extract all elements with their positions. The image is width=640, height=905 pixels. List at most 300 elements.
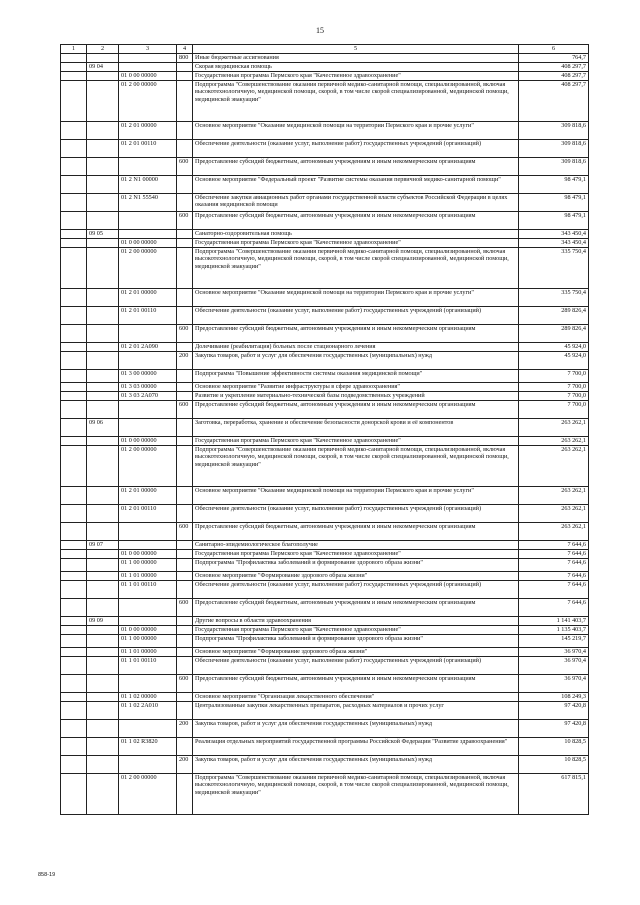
target-article-cell: 01 2 01 00000 <box>119 289 177 307</box>
item-name-cell: Государственная программа Пермского края "Качественное здравоохранение" <box>193 437 519 446</box>
target-article-cell <box>119 325 177 343</box>
section-code-cell <box>61 248 87 289</box>
amount-cell: 145 219,7 <box>519 635 589 648</box>
table-row <box>61 230 589 239</box>
target-article-cell: 01 0 00 00000 <box>119 239 177 248</box>
table-row <box>61 738 589 756</box>
item-name-cell: Обеспечение деятельности (оказание услуг, выполнение работ) государственных учреждений (организаций) <box>193 505 519 523</box>
amount-cell: 343 450,4 <box>519 239 589 248</box>
expense-type-cell <box>177 140 193 158</box>
section-code-cell <box>61 437 87 446</box>
amount-cell: 309 818,6 <box>519 140 589 158</box>
subsection-code-cell <box>87 239 119 248</box>
section-code-cell <box>61 446 87 487</box>
expense-type-cell <box>177 419 193 437</box>
amount-cell: 10 828,5 <box>519 756 589 774</box>
subsection-code-cell <box>87 72 119 81</box>
section-code-cell <box>61 72 87 81</box>
subsection-code-cell <box>87 487 119 505</box>
header-col-4: 4 <box>177 45 193 54</box>
item-name-cell: Закупка товаров, работ и услуг для обеспечения государственных (муниципальных) нужд <box>193 720 519 738</box>
table-row <box>61 289 589 307</box>
subsection-code-cell <box>87 158 119 176</box>
section-code-cell <box>61 657 87 675</box>
table-row <box>61 72 589 81</box>
table-row <box>61 325 589 343</box>
item-name-cell: Подпрограмма "Повышение эффективности системы оказания медицинской помощи" <box>193 370 519 383</box>
section-code-cell <box>61 523 87 541</box>
subsection-code-cell <box>87 343 119 352</box>
table-row <box>61 756 589 774</box>
amount-cell: 45 924,0 <box>519 343 589 352</box>
amount-cell: 7 700,0 <box>519 383 589 392</box>
header-col-1: 1 <box>61 45 87 54</box>
item-name-cell: Реализация отдельных мероприятий государственной программы Российской Федерации "Развитие здравоохранения" <box>193 738 519 756</box>
subsection-code-cell <box>87 774 119 815</box>
expense-type-cell <box>177 72 193 81</box>
item-name-cell: Санаторно-оздоровительная помощь <box>193 230 519 239</box>
amount-cell: 98 479,1 <box>519 194 589 212</box>
expense-type-cell: 600 <box>177 675 193 693</box>
amount-cell: 7 644,6 <box>519 572 589 581</box>
subsection-code-cell <box>87 325 119 343</box>
document-footer-code: 858-19 <box>38 872 56 878</box>
table-row <box>61 702 589 720</box>
subsection-code-cell <box>87 738 119 756</box>
expense-type-cell <box>177 626 193 635</box>
target-article-cell: 01 1 01 00000 <box>119 648 177 657</box>
item-name-cell: Предоставление субсидий бюджетным, автономным учреждениям и иным некоммерческим организациям <box>193 401 519 419</box>
subsection-code-cell <box>87 370 119 383</box>
target-article-cell: 01 0 00 00000 <box>119 72 177 81</box>
item-name-cell: Предоставление субсидий бюджетным, автономным учреждениям и иным некоммерческим организациям <box>193 523 519 541</box>
subsection-code-cell <box>87 523 119 541</box>
target-article-cell <box>119 541 177 550</box>
item-name-cell: Подпрограмма "Совершенствование оказания первичной медико-санитарной помощи, специализированной, включая высокотехнологичную, медицинской помощи, скорой, в том числе скорой специализированной, медицинской помощи, медицинской эвакуации" <box>193 81 519 122</box>
target-article-cell: 01 2 01 00000 <box>119 487 177 505</box>
subsection-code-cell: 09 04 <box>87 63 119 72</box>
amount-cell: 408 297,7 <box>519 81 589 122</box>
item-name-cell: Основное мероприятие "Оказание медицинской помощи на территории Пермского края и прочие услуги" <box>193 289 519 307</box>
subsection-code-cell <box>87 176 119 194</box>
subsection-code-cell: 09 09 <box>87 617 119 626</box>
amount-cell: 263 262,1 <box>519 419 589 437</box>
item-name-cell: Обеспечение деятельности (оказание услуг, выполнение работ) государственных учреждений (организаций) <box>193 307 519 325</box>
item-name-cell: Закупка товаров, работ и услуг для обеспечения государственных (муниципальных) нужд <box>193 756 519 774</box>
header-col-3: 3 <box>119 45 177 54</box>
target-article-cell: 01 3 03 00000 <box>119 383 177 392</box>
table-row <box>61 559 589 572</box>
amount-cell: 36 970,4 <box>519 657 589 675</box>
table-row <box>61 352 589 370</box>
expense-type-cell <box>177 239 193 248</box>
expense-type-cell <box>177 505 193 523</box>
amount-cell: 617 815,1 <box>519 774 589 815</box>
subsection-code-cell: 09 05 <box>87 230 119 239</box>
target-article-cell: 01 2 N1 00000 <box>119 176 177 194</box>
subsection-code-cell <box>87 122 119 140</box>
expense-type-cell: 600 <box>177 523 193 541</box>
amount-cell: 7 644,6 <box>519 550 589 559</box>
section-code-cell <box>61 505 87 523</box>
subsection-code-cell <box>87 550 119 559</box>
table-row <box>61 307 589 325</box>
target-article-cell: 01 1 02 R3820 <box>119 738 177 756</box>
table-row <box>61 419 589 437</box>
expense-type-cell <box>177 693 193 702</box>
subsection-code-cell <box>87 572 119 581</box>
section-code-cell <box>61 212 87 230</box>
item-name-cell: Подпрограмма "Совершенствование оказания первичной медико-санитарной помощи, специализированной, включая высокотехнологичную, медицинской помощи, скорой, в том числе скорой специализированной, медицинской помощи, медицинской эвакуации" <box>193 446 519 487</box>
target-article-cell <box>119 230 177 239</box>
expense-type-cell <box>177 194 193 212</box>
subsection-code-cell <box>87 505 119 523</box>
section-code-cell <box>61 419 87 437</box>
target-article-cell <box>119 523 177 541</box>
expense-type-cell <box>177 559 193 572</box>
table-row <box>61 63 589 72</box>
table-row <box>61 720 589 738</box>
section-code-cell <box>61 122 87 140</box>
amount-cell: 408 297,7 <box>519 63 589 72</box>
table-row <box>61 176 589 194</box>
section-code-cell <box>61 352 87 370</box>
amount-cell: 263 262,1 <box>519 437 589 446</box>
expense-type-cell <box>177 307 193 325</box>
table-row <box>61 194 589 212</box>
section-code-cell <box>61 140 87 158</box>
section-code-cell <box>61 572 87 581</box>
target-article-cell: 01 1 01 00110 <box>119 657 177 675</box>
target-article-cell <box>119 212 177 230</box>
item-name-cell: Обеспечение закупки авиационных работ органами государственной власти субъектов Российской Федерации в целях оказания медицинской помощи <box>193 194 519 212</box>
item-name-cell: Государственная программа Пермского края "Качественное здравоохранение" <box>193 239 519 248</box>
item-name-cell: Государственная программа Пермского края "Качественное здравоохранение" <box>193 550 519 559</box>
section-code-cell <box>61 370 87 383</box>
section-code-cell <box>61 541 87 550</box>
expense-type-cell <box>177 343 193 352</box>
item-name-cell: Государственная программа Пермского края "Качественное здравоохранение" <box>193 626 519 635</box>
section-code-cell <box>61 774 87 815</box>
section-code-cell <box>61 599 87 617</box>
expense-type-cell <box>177 437 193 446</box>
table-body <box>61 54 589 815</box>
table-row <box>61 693 589 702</box>
target-article-cell <box>119 419 177 437</box>
amount-cell: 7 644,6 <box>519 559 589 572</box>
table-row <box>61 505 589 523</box>
table-row <box>61 140 589 158</box>
expense-type-cell <box>177 122 193 140</box>
expense-type-cell <box>177 248 193 289</box>
expense-type-cell: 800 <box>177 54 193 63</box>
table-row <box>61 675 589 693</box>
subsection-code-cell <box>87 437 119 446</box>
amount-cell: 309 818,6 <box>519 158 589 176</box>
subsection-code-cell <box>87 212 119 230</box>
amount-cell: 98 479,1 <box>519 212 589 230</box>
expense-type-cell <box>177 572 193 581</box>
item-name-cell: Основное мероприятие "Оказание медицинской помощи на территории Пермского края и прочие услуги" <box>193 122 519 140</box>
expense-type-cell: 600 <box>177 401 193 419</box>
subsection-code-cell <box>87 599 119 617</box>
expense-type-cell: 600 <box>177 325 193 343</box>
section-code-cell <box>61 383 87 392</box>
section-code-cell <box>61 401 87 419</box>
expense-type-cell: 600 <box>177 158 193 176</box>
section-code-cell <box>61 756 87 774</box>
target-article-cell: 01 1 00 00000 <box>119 559 177 572</box>
amount-cell: 98 479,1 <box>519 176 589 194</box>
item-name-cell: Другие вопросы в области здравоохранения <box>193 617 519 626</box>
subsection-code-cell <box>87 392 119 401</box>
table-row <box>61 122 589 140</box>
amount-cell: 7 700,0 <box>519 401 589 419</box>
item-name-cell: Основное мероприятие "Оказание медицинской помощи на территории Пермского края и прочие услуги" <box>193 487 519 505</box>
amount-cell: 289 826,4 <box>519 325 589 343</box>
expense-type-cell: 200 <box>177 756 193 774</box>
expense-type-cell <box>177 635 193 648</box>
subsection-code-cell <box>87 446 119 487</box>
section-code-cell <box>61 307 87 325</box>
section-code-cell <box>61 176 87 194</box>
subsection-code-cell <box>87 675 119 693</box>
section-code-cell <box>61 702 87 720</box>
target-article-cell: 01 2 00 00000 <box>119 248 177 289</box>
subsection-code-cell <box>87 248 119 289</box>
amount-cell: 309 818,6 <box>519 122 589 140</box>
item-name-cell: Предоставление субсидий бюджетным, автономным учреждениям и иным некоммерческим организациям <box>193 158 519 176</box>
amount-cell: 263 262,1 <box>519 505 589 523</box>
item-name-cell: Предоставление субсидий бюджетным, автономным учреждениям и иным некоммерческим организациям <box>193 675 519 693</box>
amount-cell: 1 135 403,7 <box>519 626 589 635</box>
amount-cell: 289 826,4 <box>519 307 589 325</box>
section-code-cell <box>61 738 87 756</box>
target-article-cell: 01 0 00 00000 <box>119 626 177 635</box>
target-article-cell: 01 2 00 00000 <box>119 774 177 815</box>
subsection-code-cell <box>87 194 119 212</box>
subsection-code-cell: 09 06 <box>87 419 119 437</box>
item-name-cell: Предоставление субсидий бюджетным, автономным учреждениям и иным некоммерческим организациям <box>193 212 519 230</box>
item-name-cell: Основное мероприятие "Формирование здорового образа жизни" <box>193 648 519 657</box>
target-article-cell: 01 3 03 2A070 <box>119 392 177 401</box>
expense-type-cell <box>177 81 193 122</box>
subsection-code-cell <box>87 657 119 675</box>
section-code-cell <box>61 550 87 559</box>
target-article-cell: 01 1 02 2A010 <box>119 702 177 720</box>
table-row <box>61 572 589 581</box>
expense-type-cell <box>177 230 193 239</box>
table-row <box>61 158 589 176</box>
target-article-cell <box>119 617 177 626</box>
table-row <box>61 581 589 599</box>
expense-type-cell: 200 <box>177 720 193 738</box>
item-name-cell: Подпрограмма "Профилактика заболеваний и формирование здорового образа жизни" <box>193 559 519 572</box>
expense-type-cell: 600 <box>177 212 193 230</box>
expense-type-cell <box>177 581 193 599</box>
table-row <box>61 487 589 505</box>
expense-type-cell <box>177 541 193 550</box>
section-code-cell <box>61 648 87 657</box>
section-code-cell <box>61 720 87 738</box>
amount-cell: 408 297,7 <box>519 72 589 81</box>
subsection-code-cell <box>87 81 119 122</box>
section-code-cell <box>61 230 87 239</box>
amount-cell: 108 249,3 <box>519 693 589 702</box>
section-code-cell <box>61 343 87 352</box>
section-code-cell <box>61 239 87 248</box>
amount-cell: 10 828,5 <box>519 738 589 756</box>
subsection-code-cell <box>87 140 119 158</box>
target-article-cell: 01 1 00 00000 <box>119 635 177 648</box>
amount-cell: 97 420,8 <box>519 720 589 738</box>
target-article-cell: 01 1 01 00000 <box>119 572 177 581</box>
item-name-cell: Развитие и укрепление материально-технической базы подведомственных учреждений <box>193 392 519 401</box>
section-code-cell <box>61 581 87 599</box>
expense-type-cell <box>177 289 193 307</box>
target-article-cell: 01 0 00 00000 <box>119 550 177 559</box>
amount-cell: 36 970,4 <box>519 648 589 657</box>
table-row <box>61 392 589 401</box>
header-col-6: 6 <box>519 45 589 54</box>
section-code-cell <box>61 289 87 307</box>
section-code-cell <box>61 559 87 572</box>
item-name-cell: Основное мероприятие "Развитие инфраструктуры в сфере здравоохранения" <box>193 383 519 392</box>
target-article-cell: 01 2 01 00110 <box>119 140 177 158</box>
target-article-cell: 01 2 01 2A090 <box>119 343 177 352</box>
item-name-cell: Иные бюджетные ассигнования <box>193 54 519 63</box>
section-code-cell <box>61 675 87 693</box>
expense-type-cell <box>177 487 193 505</box>
item-name-cell: Подпрограмма "Совершенствование оказания первичной медико-санитарной помощи, специализированной, включая высокотехнологичную, медицинской помощи, скорой, в том числе скорой специализированной, медицинской помощи, медицинской эвакуации" <box>193 774 519 815</box>
item-name-cell: Предоставление субсидий бюджетным, автономным учреждениям и иным некоммерческим организациям <box>193 325 519 343</box>
section-code-cell <box>61 81 87 122</box>
target-article-cell <box>119 599 177 617</box>
amount-cell: 97 420,8 <box>519 702 589 720</box>
target-article-cell: 01 2 01 00110 <box>119 505 177 523</box>
expense-type-cell <box>177 370 193 383</box>
expense-type-cell <box>177 63 193 72</box>
item-name-cell: Заготовка, переработка, хранение и обеспечение безопасности донорской крови и её компонентов <box>193 419 519 437</box>
amount-cell: 7 644,6 <box>519 541 589 550</box>
item-name-cell: Государственная программа Пермского края "Качественное здравоохранение" <box>193 72 519 81</box>
target-article-cell <box>119 352 177 370</box>
target-article-cell: 01 3 00 00000 <box>119 370 177 383</box>
table-header <box>61 45 589 54</box>
section-code-cell <box>61 635 87 648</box>
target-article-cell <box>119 720 177 738</box>
target-article-cell: 01 2 00 00000 <box>119 446 177 487</box>
expense-type-cell <box>177 702 193 720</box>
table-row <box>61 343 589 352</box>
expense-type-cell <box>177 550 193 559</box>
subsection-code-cell <box>87 635 119 648</box>
target-article-cell: 01 2 N1 55540 <box>119 194 177 212</box>
section-code-cell <box>61 693 87 702</box>
section-code-cell <box>61 158 87 176</box>
amount-cell: 343 450,4 <box>519 230 589 239</box>
item-name-cell: Обеспечение деятельности (оказание услуг, выполнение работ) государственных учреждений (организаций) <box>193 140 519 158</box>
expense-type-cell <box>177 774 193 815</box>
table-row <box>61 774 589 815</box>
target-article-cell: 01 1 01 00110 <box>119 581 177 599</box>
section-code-cell <box>61 54 87 63</box>
subsection-code-cell <box>87 720 119 738</box>
target-article-cell: 01 1 02 00000 <box>119 693 177 702</box>
budget-table <box>60 44 589 815</box>
item-name-cell: Скорая медицинская помощь <box>193 63 519 72</box>
subsection-code-cell <box>87 581 119 599</box>
subsection-code-cell <box>87 693 119 702</box>
amount-cell: 7 700,0 <box>519 392 589 401</box>
amount-cell: 7 644,6 <box>519 581 589 599</box>
amount-cell: 263 262,1 <box>519 487 589 505</box>
table-row <box>61 648 589 657</box>
target-article-cell: 01 2 01 00110 <box>119 307 177 325</box>
amount-cell: 36 970,4 <box>519 675 589 693</box>
table-row <box>61 617 589 626</box>
table-row <box>61 401 589 419</box>
table-row <box>61 523 589 541</box>
target-article-cell: 01 2 01 00000 <box>119 122 177 140</box>
header-col-5: 5 <box>193 45 519 54</box>
subsection-code-cell <box>87 559 119 572</box>
table-row <box>61 239 589 248</box>
section-code-cell <box>61 392 87 401</box>
item-name-cell: Обеспечение деятельности (оказание услуг, выполнение работ) государственных учреждений (организаций) <box>193 657 519 675</box>
header-col-2: 2 <box>87 45 119 54</box>
section-code-cell <box>61 617 87 626</box>
table-row <box>61 446 589 487</box>
target-article-cell <box>119 63 177 72</box>
page-number: 15 <box>316 26 324 35</box>
subsection-code-cell <box>87 54 119 63</box>
table-row <box>61 657 589 675</box>
section-code-cell <box>61 487 87 505</box>
item-name-cell: Обеспечение деятельности (оказание услуг, выполнение работ) государственных учреждений (организаций) <box>193 581 519 599</box>
table-row <box>61 437 589 446</box>
target-article-cell <box>119 401 177 419</box>
subsection-code-cell: 09 07 <box>87 541 119 550</box>
table-row <box>61 626 589 635</box>
item-name-cell: Подпрограмма "Совершенствование оказания первичной медико-санитарной помощи, специализированной, включая высокотехнологичную, медицинской помощи, скорой, в том числе скорой специализированной, медицинской помощи, медицинской эвакуации" <box>193 248 519 289</box>
item-name-cell: Санитарно-эпидемиологическое благополучие <box>193 541 519 550</box>
expense-type-cell <box>177 617 193 626</box>
expense-type-cell <box>177 648 193 657</box>
expense-type-cell <box>177 383 193 392</box>
table-row <box>61 370 589 383</box>
subsection-code-cell <box>87 289 119 307</box>
amount-cell: 7 700,0 <box>519 370 589 383</box>
table-row <box>61 81 589 122</box>
amount-cell: 335 750,4 <box>519 289 589 307</box>
table-row <box>61 212 589 230</box>
table-row <box>61 599 589 617</box>
item-name-cell: Основное мероприятие "Формирование здорового образа жизни" <box>193 572 519 581</box>
target-article-cell <box>119 158 177 176</box>
item-name-cell: Основное мероприятие "Организация лекарственного обеспечения" <box>193 693 519 702</box>
subsection-code-cell <box>87 401 119 419</box>
item-name-cell: Закупка товаров, работ и услуг для обеспечения государственных (муниципальных) нужд <box>193 352 519 370</box>
expense-type-cell <box>177 392 193 401</box>
item-name-cell: Подпрограмма "Профилактика заболеваний и формирование здорового образа жизни" <box>193 635 519 648</box>
section-code-cell <box>61 194 87 212</box>
expense-type-cell: 600 <box>177 599 193 617</box>
target-article-cell <box>119 756 177 774</box>
expense-type-cell <box>177 738 193 756</box>
table-row <box>61 248 589 289</box>
item-name-cell: Долечивание (реабилитация) больных после стационарного лечения <box>193 343 519 352</box>
